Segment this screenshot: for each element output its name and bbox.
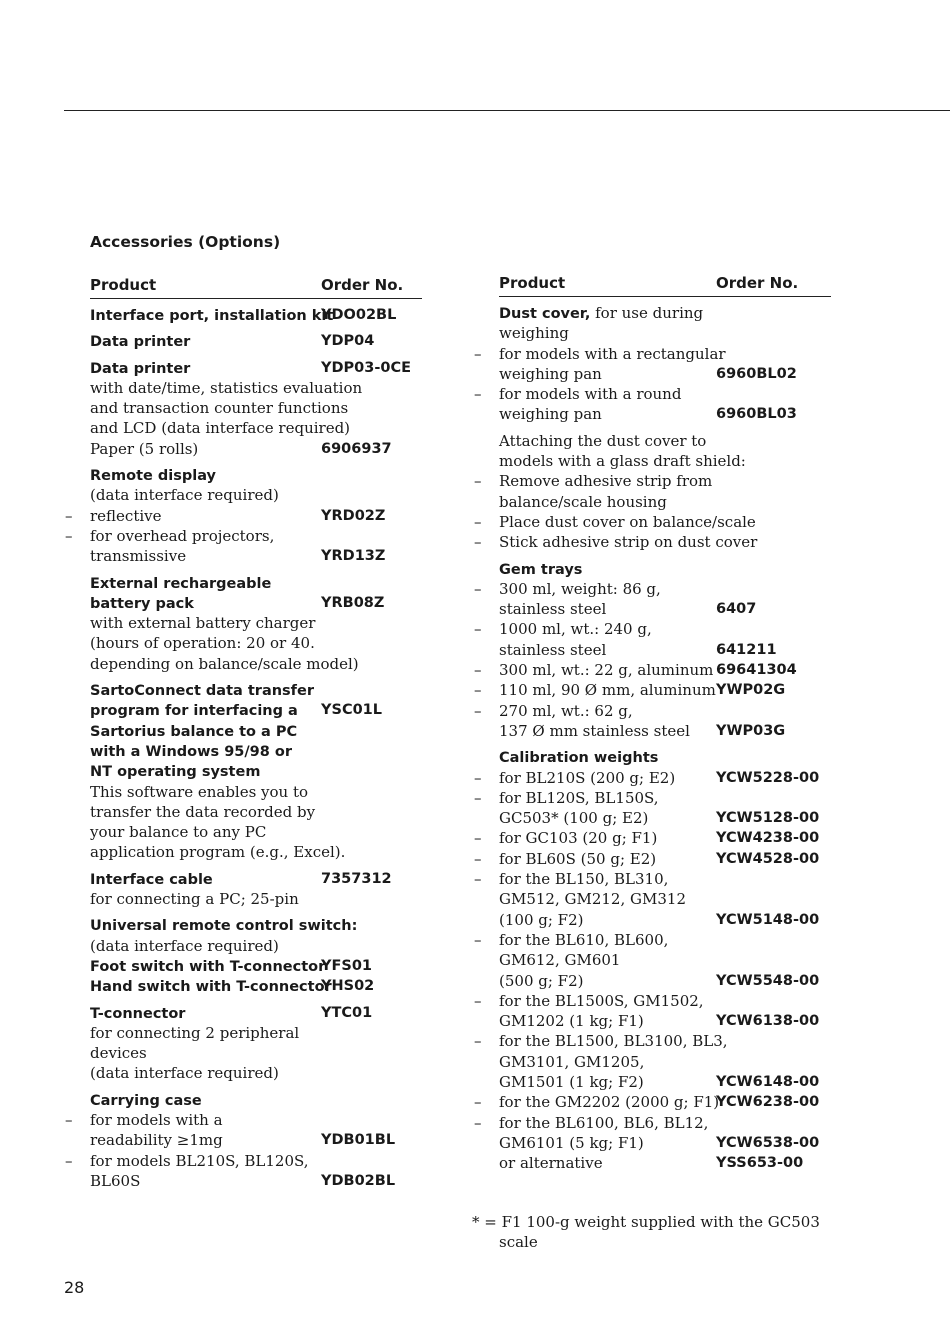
order-number: YDP03-0CE — [321, 359, 411, 376]
product-group — [90, 915, 422, 996]
product-line — [499, 431, 831, 451]
product-text: (500 g; F2) — [499, 971, 584, 990]
product-text: for models with a rectangular — [499, 344, 726, 363]
order-number: 69641304 — [716, 662, 797, 679]
order-number: YCW5128-00 — [716, 810, 820, 827]
product-line — [499, 1011, 831, 1031]
product-text: (hours of operation: 20 or 40. — [90, 634, 315, 653]
product-text: for the BL1500S, GM1502, — [499, 991, 704, 1010]
product-text: for BL60S (50 g; E2) — [499, 849, 657, 868]
order-number: YHS02 — [321, 978, 375, 995]
accessories-table-left — [65, 276, 422, 1191]
product-line — [90, 1063, 422, 1083]
product-group — [90, 680, 422, 863]
product-text: for BL210S (200 g; E2) — [499, 768, 676, 787]
product-text: (100 g; F2) — [499, 910, 584, 929]
product-text: stainless steel — [499, 600, 607, 619]
dash-bullet: – — [65, 506, 73, 525]
product-text: transmissive — [90, 547, 187, 566]
product-text: for the BL6100, BL6, BL12, — [499, 1113, 709, 1132]
product-line — [90, 1171, 422, 1191]
product-line — [90, 782, 422, 802]
product-line — [474, 930, 831, 950]
product-text: Carrying case — [90, 1092, 202, 1109]
product-line — [90, 741, 422, 761]
dash-bullet: – — [474, 991, 482, 1010]
header-order-no: Order No. — [716, 274, 799, 292]
product-text: Data printer — [90, 334, 191, 351]
product-line — [474, 1113, 831, 1133]
product-line — [499, 451, 831, 471]
footnote-line: scale — [499, 1233, 538, 1252]
order-number: YDO02BL — [321, 307, 397, 323]
product-line — [474, 532, 831, 552]
product-line — [90, 305, 422, 325]
order-number: YCW5148-00 — [716, 911, 820, 928]
order-number: YTC01 — [321, 1004, 373, 1021]
product-line — [90, 1023, 422, 1043]
product-line — [90, 573, 422, 593]
dash-bullet: – — [474, 1093, 482, 1112]
product-text: Foot switch with T-connector — [90, 958, 326, 975]
product-line — [499, 640, 831, 660]
product-line — [474, 701, 831, 721]
product-text: Place dust cover on balance/scale — [499, 512, 756, 531]
product-line — [90, 1130, 422, 1150]
product-text: 300 ml, wt.: 22 g, aluminum — [499, 661, 714, 680]
order-number: YWP02G — [716, 682, 786, 699]
dash-bullet: – — [474, 512, 482, 531]
header-product: Product — [499, 274, 566, 292]
product-line — [90, 331, 422, 351]
product-text: weighing pan — [499, 364, 602, 383]
product-group — [474, 747, 831, 1173]
product-text: Sartorius balance to a PC — [90, 723, 298, 740]
product-line — [499, 1052, 831, 1072]
product-line — [499, 808, 831, 828]
product-line — [499, 721, 831, 741]
product-line — [90, 976, 422, 996]
order-number: YDB02BL — [321, 1172, 396, 1189]
product-text: GC503* (100 g; E2) — [499, 809, 649, 828]
product-line — [90, 1090, 422, 1110]
product-text: External rechargeable — [90, 575, 272, 592]
product-line — [474, 512, 831, 532]
order-number: YCW4528-00 — [716, 850, 820, 867]
product-text: Remote display — [90, 468, 217, 485]
dash-bullet: – — [474, 472, 482, 491]
product-text: Stick adhesive strip on dust cover — [499, 533, 758, 552]
product-text: for BL120S, BL150S, — [499, 788, 659, 807]
product-text: Universal remote control switch: — [90, 918, 358, 935]
product-line — [499, 1072, 831, 1092]
product-text: GM1202 (1 kg; F1) — [499, 1012, 644, 1031]
product-text: readability ≥1mg — [90, 1131, 223, 1150]
product-text: for models with a — [90, 1110, 223, 1129]
product-text: GM512, GM212, GM312 — [499, 890, 686, 909]
product-line — [474, 1031, 831, 1051]
product-group — [90, 331, 422, 351]
product-line — [499, 599, 831, 619]
order-number: 6407 — [716, 601, 757, 618]
dash-bullet: – — [65, 1110, 73, 1129]
product-line — [90, 761, 422, 781]
product-line — [474, 680, 831, 700]
order-number: YCW4238-00 — [716, 830, 820, 847]
footnote — [472, 1212, 832, 1253]
product-line — [90, 418, 422, 438]
product-text: weighing pan — [499, 405, 602, 424]
order-number: YRD13Z — [321, 548, 386, 565]
product-text: and LCD (data interface required) — [90, 419, 351, 438]
order-number: YRB08Z — [321, 594, 385, 611]
product-line — [90, 802, 422, 822]
product-text: T-connector — [90, 1005, 186, 1022]
product-line — [474, 768, 831, 788]
order-number: 6906937 — [321, 440, 392, 457]
product-text: battery pack — [90, 595, 194, 612]
dash-bullet: – — [474, 930, 482, 949]
product-text: program for interfacing a — [90, 703, 298, 720]
product-line — [499, 889, 831, 909]
product-text: your balance to any PC — [90, 823, 267, 842]
order-number: YRD02Z — [321, 507, 386, 524]
order-number: YCW6238-00 — [716, 1094, 820, 1111]
product-line — [499, 910, 831, 930]
product-text: 110 ml, 90 Ø mm, aluminum — [499, 681, 716, 700]
top-rule — [64, 110, 950, 111]
header-order-no: Order No. — [321, 276, 404, 294]
product-text: models with a glass draft shield: — [499, 452, 746, 471]
product-text: Interface port, installation kit — [90, 308, 334, 324]
product-text: Hand switch with T-connector — [90, 979, 332, 996]
dash-bullet: – — [474, 788, 482, 807]
product-text: or alternative — [499, 1154, 603, 1173]
order-number: YWP03G — [716, 722, 786, 739]
product-line — [90, 358, 422, 378]
table-body — [474, 303, 831, 1173]
product-text: with external battery charger — [90, 614, 316, 633]
order-number: YCW6148-00 — [716, 1073, 820, 1090]
product-line — [90, 613, 422, 633]
order-number: YCW5548-00 — [716, 972, 820, 989]
product-line — [65, 1110, 422, 1130]
product-desc: for use during — [590, 304, 704, 322]
product-line — [90, 889, 422, 909]
product-text: Attaching the dust cover to — [499, 431, 707, 450]
product-text: (data interface required) — [90, 936, 279, 955]
product-line — [474, 660, 831, 680]
product-text: for connecting 2 peripheral — [90, 1023, 300, 1042]
product-text: balance/scale housing — [499, 492, 667, 511]
product-text: This software enables you to — [90, 782, 309, 801]
table-header — [499, 274, 831, 297]
product-line — [90, 700, 422, 720]
product-line — [90, 869, 422, 889]
product-text: transfer the data recorded by — [90, 802, 316, 821]
product-text: BL60S — [90, 1171, 141, 1190]
product-line — [474, 849, 831, 869]
product-line — [90, 721, 422, 741]
product-text: stainless steel — [499, 640, 607, 659]
product-lead: Dust cover, — [499, 306, 591, 322]
product-line — [499, 492, 831, 512]
product-group — [474, 559, 831, 742]
product-line — [499, 747, 831, 767]
product-line — [90, 680, 422, 700]
dash-bullet: – — [474, 661, 482, 680]
accessories-table-right — [474, 274, 831, 1173]
product-text: and transaction counter functions — [90, 399, 349, 418]
header-product: Product — [90, 276, 157, 294]
product-text: with a Windows 95/98 or — [90, 743, 293, 760]
product-group — [474, 431, 831, 553]
product-text: for the BL150, BL310, — [499, 870, 669, 889]
product-text: NT operating system — [90, 764, 261, 781]
product-text: for models with a round — [499, 385, 682, 404]
product-text: (data interface required) — [90, 486, 279, 505]
product-text: for the GM2202 (2000 g; F1) — [499, 1093, 720, 1112]
dash-bullet: – — [474, 533, 482, 552]
table-body — [65, 305, 422, 1191]
dash-bullet: – — [474, 849, 482, 868]
product-line — [90, 936, 422, 956]
product-text: Data printer — [90, 360, 191, 377]
product-line — [90, 654, 422, 674]
footnote-line: * = F1 100-g weight supplied with the GC503 — [472, 1213, 820, 1231]
product-line — [499, 1133, 831, 1153]
product-text: application program (e.g., Excel). — [90, 843, 346, 862]
product-text: reflective — [90, 506, 162, 525]
product-line — [90, 485, 422, 505]
product-group — [90, 573, 422, 674]
product-text: for GC103 (20 g; F1) — [499, 829, 658, 848]
product-group — [474, 303, 831, 425]
product-text: Gem trays — [499, 561, 583, 578]
product-line — [65, 526, 422, 546]
product-text: Paper (5 rolls) — [90, 439, 199, 458]
product-text — [499, 303, 703, 324]
order-number: YFS01 — [321, 957, 373, 974]
product-text: 270 ml, wt.: 62 g, — [499, 701, 633, 720]
page-number: 28 — [64, 1278, 85, 1297]
product-text: for the BL1500, BL3100, BL3, — [499, 1032, 728, 1051]
order-number: 6960BL03 — [716, 406, 797, 423]
order-number: 7357312 — [321, 870, 392, 887]
product-line — [474, 579, 831, 599]
product-text: for overhead projectors, — [90, 526, 275, 545]
product-group — [65, 465, 422, 566]
product-line — [499, 404, 831, 424]
dash-bullet: – — [474, 701, 482, 720]
order-number: YDB01BL — [321, 1132, 396, 1149]
dash-bullet: – — [474, 681, 482, 700]
product-group — [90, 1003, 422, 1084]
dash-bullet: – — [474, 768, 482, 787]
product-line — [90, 633, 422, 653]
product-line — [90, 465, 422, 485]
order-number: YCW6138-00 — [716, 1013, 820, 1030]
product-line — [90, 822, 422, 842]
dash-bullet: – — [474, 579, 482, 598]
dash-bullet: – — [474, 620, 482, 639]
product-line — [499, 950, 831, 970]
product-text: for connecting a PC; 25-pin — [90, 890, 299, 909]
order-number: YCW6538-00 — [716, 1134, 820, 1151]
order-number: YSC01L — [321, 702, 383, 719]
product-line — [65, 506, 422, 526]
product-group — [65, 1090, 422, 1191]
product-group — [90, 869, 422, 910]
product-line — [90, 915, 422, 935]
product-text: Calibration weights — [499, 750, 659, 767]
product-line — [499, 559, 831, 579]
product-line — [474, 1092, 831, 1112]
product-line — [90, 1003, 422, 1023]
product-line — [474, 991, 831, 1011]
product-text: SartoConnect data transfer — [90, 683, 314, 700]
dash-bullet: – — [474, 344, 482, 363]
product-line — [90, 842, 422, 862]
product-text: Remove adhesive strip from — [499, 472, 713, 491]
product-text: for the BL610, BL600, — [499, 930, 669, 949]
product-line — [90, 593, 422, 613]
product-line — [90, 546, 422, 566]
product-line — [474, 471, 831, 491]
product-line — [474, 344, 831, 364]
product-line — [499, 303, 831, 323]
product-line — [65, 1151, 422, 1171]
section-title: Accessories (Options) — [90, 233, 281, 251]
product-text: GM1501 (1 kg; F2) — [499, 1072, 644, 1091]
dash-bullet: – — [474, 870, 482, 889]
product-text: 300 ml, weight: 86 g, — [499, 579, 661, 598]
dash-bullet: – — [65, 1151, 73, 1170]
product-line — [90, 378, 422, 398]
product-line — [90, 1043, 422, 1063]
dash-bullet: – — [65, 526, 73, 545]
product-line — [90, 439, 422, 459]
product-text: devices — [90, 1044, 147, 1063]
dash-bullet: – — [474, 1113, 482, 1132]
order-number: YSS653-00 — [716, 1155, 804, 1172]
product-line — [499, 364, 831, 384]
product-text: GM612, GM601 — [499, 951, 621, 970]
dash-bullet: – — [474, 385, 482, 404]
product-line — [474, 828, 831, 848]
product-text: weighing — [499, 324, 569, 343]
dash-bullet: – — [474, 829, 482, 848]
dash-bullet: – — [474, 1032, 482, 1051]
order-number: 641211 — [716, 641, 777, 658]
product-text: 137 Ø mm stainless steel — [499, 721, 690, 740]
product-text: depending on balance/scale model) — [90, 654, 359, 673]
product-text: for models BL210S, BL120S, — [90, 1151, 309, 1170]
product-line — [474, 788, 831, 808]
order-number: YCW5228-00 — [716, 769, 820, 786]
product-text: GM6101 (5 kg; F1) — [499, 1133, 644, 1152]
table-header — [90, 276, 422, 299]
product-line — [90, 398, 422, 418]
product-text: with date/time, statistics evaluation — [90, 378, 363, 397]
product-text: GM3101, GM1205, — [499, 1052, 645, 1071]
order-number: 6960BL02 — [716, 365, 797, 382]
product-text: Interface cable — [90, 871, 213, 888]
product-group — [90, 305, 422, 325]
order-number: YDP04 — [321, 333, 375, 350]
product-line — [499, 323, 831, 343]
product-group — [90, 358, 422, 459]
product-line — [499, 1153, 831, 1173]
product-line — [474, 384, 831, 404]
product-line — [499, 971, 831, 991]
product-text: (data interface required) — [90, 1064, 279, 1083]
product-text: 1000 ml, wt.: 240 g, — [499, 620, 652, 639]
product-line — [474, 619, 831, 639]
product-line — [90, 956, 422, 976]
product-line — [474, 869, 831, 889]
